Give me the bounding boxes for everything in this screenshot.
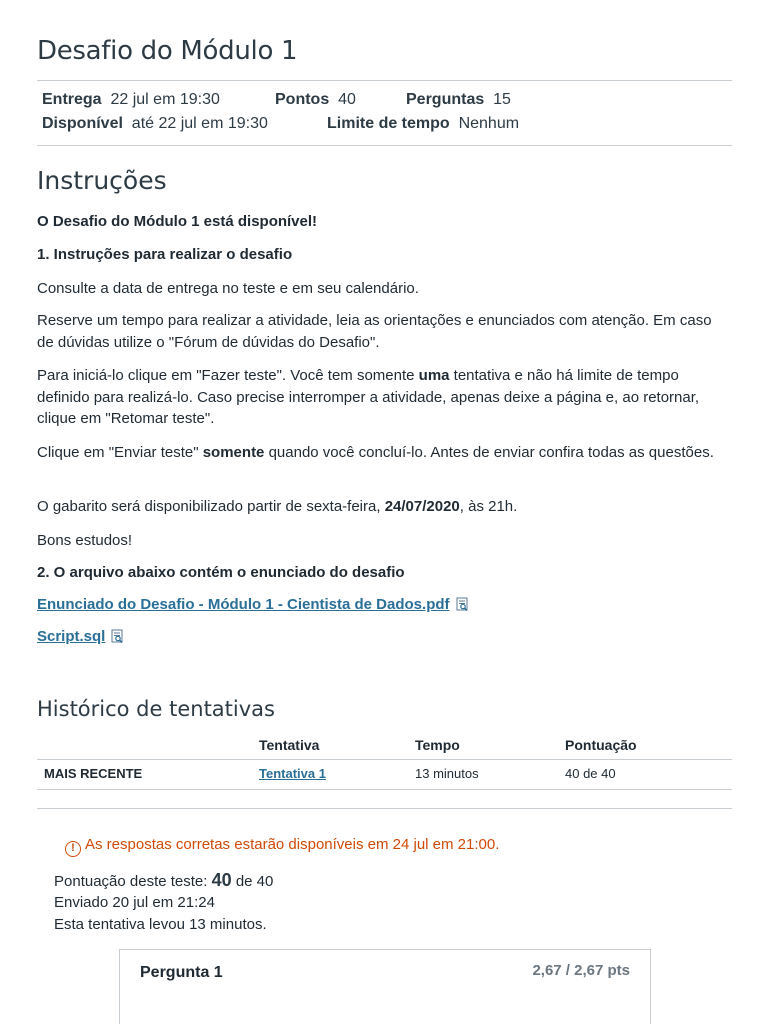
instructions-p2: Reserve um tempo para realizar a atividade, leia as orientações e enunciados com atenção. Em caso de dúvidas utilize o "Fórum de dúvidas do Desafio". [37,312,712,351]
file-link-label[interactable]: Enunciado do Desafio - Módulo 1 - Cientista de Dados.pdf [37,596,450,613]
time-limit: Limite de tempo Nenhum [327,115,520,132]
points: Pontos 40 [275,91,356,108]
history-title: Histórico de tentativas [37,697,275,721]
quiz-score: Pontuação deste teste: 40 de 40 [54,870,274,890]
file-link-label[interactable]: Script.sql [37,628,106,645]
step1-title: 1. Instruções para realizar o desafio [37,246,293,263]
document-preview-icon[interactable] [456,597,469,612]
submitted-date: Enviado 20 jul em 21:24 [54,894,215,911]
column-header-time: Tempo [415,737,460,753]
attempt-duration: Esta tentativa levou 13 minutos. [54,916,267,933]
step2-title: 2. O arquivo abaixo contém o enunciado do desafio [37,564,405,581]
warning-icon: ! [65,841,81,857]
attempt-score: 40 de 40 [565,766,616,781]
row-label: MAIS RECENTE [44,766,143,781]
instructions-title: Instruções [37,166,167,195]
instructions-p3: Para iniciá-lo clique em "Fazer teste". Você tem somente uma tentativa e não há limite de tempo definido para realizá-lo. Caso precise interromper a atividade, apenas deixe a página e, ao retornar, clique em "Retomar teste". [37,367,700,427]
instructions-p6: Bons estudos! [37,532,133,549]
divider [37,80,732,81]
question-points: 2,67 / 2,67 pts [532,962,630,979]
instructions-headline: O Desafio do Módulo 1 está disponível! [37,213,318,230]
divider [37,808,732,809]
table-divider [37,789,732,790]
alert-text: As respostas corretas estarão disponíveis em 24 jul em 21:00. [85,836,500,853]
due-date: Entrega 22 jul em 19:30 [42,91,220,108]
file-link-script[interactable] [37,628,124,645]
answers-available-alert [65,836,499,857]
table-divider [37,759,732,760]
instructions-p5: O gabarito será disponibilizado partir de sexta-feira, 24/07/2020, às 21h. [37,498,518,515]
column-header-attempt: Tentativa [259,737,320,753]
file-link-enunciado[interactable] [37,596,469,613]
divider [37,145,732,146]
question-card [119,949,651,1024]
question-header [120,950,650,990]
available-until: Disponível até 22 jul em 19:30 [42,115,268,132]
instructions-p1: Consulte a data de entrega no teste e em seu calendário. [37,280,419,297]
document-preview-icon[interactable] [111,629,124,644]
column-header-score: Pontuação [565,737,637,753]
page-title: Desafio do Módulo 1 [37,36,298,66]
attempt-time: 13 minutos [415,766,479,781]
attempt-link[interactable]: Tentativa 1 [259,766,326,781]
instructions-p4: Clique em "Enviar teste" somente quando você concluí-lo. Antes de enviar confira todas as questões. [37,444,714,461]
questions-count: Perguntas 15 [406,91,511,108]
question-title: Pergunta 1 [140,964,223,981]
